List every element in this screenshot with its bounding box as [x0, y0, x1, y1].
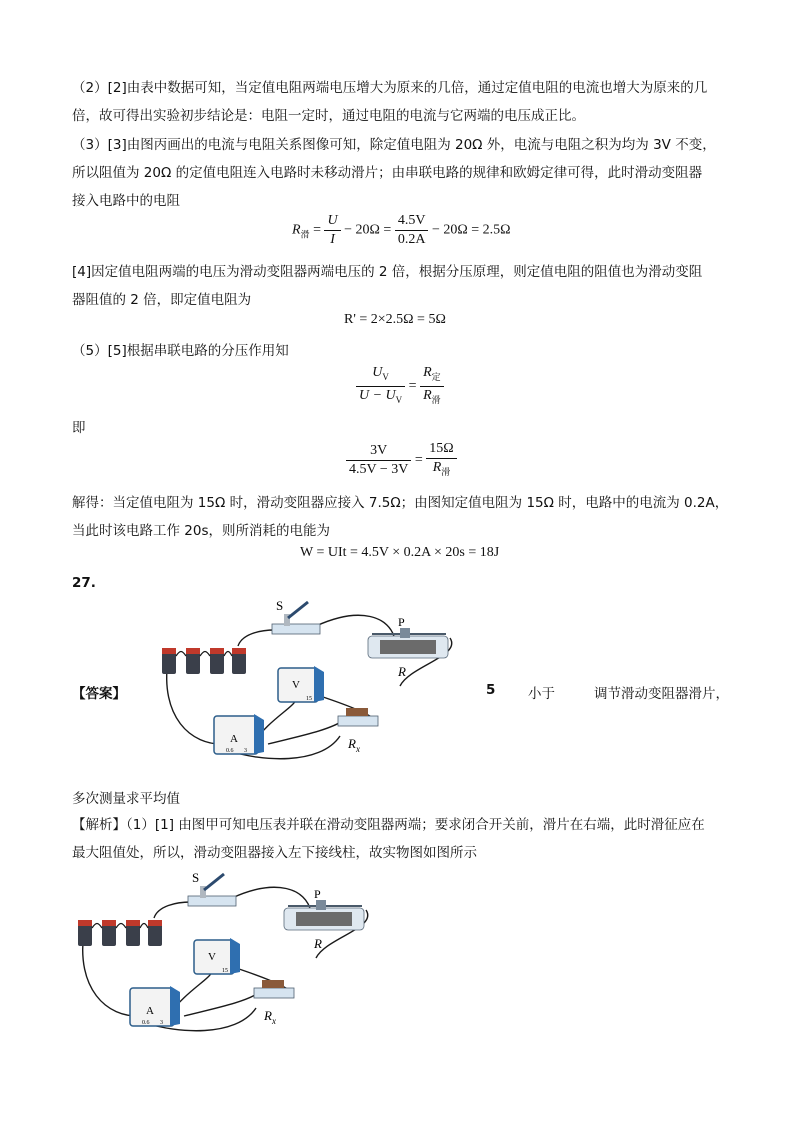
voltmeter-label-2: V: [208, 951, 216, 963]
formula4-left-fraction: [346, 442, 411, 479]
formula-rheostat-resistance: [292, 212, 511, 249]
switch-label: S: [276, 598, 284, 613]
formula4-rnum: 15Ω: [426, 440, 456, 459]
voltmeter-scale-2: 15: [222, 968, 228, 974]
switch-icon: [272, 598, 320, 634]
formula3-left-fraction: [356, 364, 405, 409]
voltmeter-scale: 15: [306, 696, 312, 702]
circuit-diagram-analysis: [66, 868, 376, 1044]
formula1-fraction-ui: [324, 212, 340, 249]
rheostat-icon-2: [284, 887, 364, 951]
ammeter-scale-a-2: 0.6: [142, 1020, 150, 1026]
formula3-num: U: [372, 365, 383, 380]
battery-pack-2: [78, 920, 162, 946]
voltmeter-icon: [278, 666, 324, 702]
answer-continuation: 多次测量求平均值: [72, 791, 180, 807]
formula3-eq: =: [408, 378, 417, 394]
rx-label-main-2: R: [264, 1008, 272, 1023]
formula1-frac2-num: 4.5V: [395, 212, 429, 231]
formula1-eq: =: [313, 222, 321, 238]
para6-line1: 解得：当定值电阻为 15Ω 时，滑动变阻器应接入 7.5Ω；由图知定值电阻为 15Ω 时，电路中的电流为 0.2A，: [72, 495, 729, 511]
ammeter-label: A: [230, 733, 238, 745]
answer-value-2: 小于: [528, 686, 555, 702]
rx-label-main: R: [348, 736, 356, 751]
rx-label: [347, 736, 360, 754]
formula3-rnum-sub: 定: [431, 371, 441, 382]
rheostat-icon: [368, 615, 448, 679]
para4-line2: 器阻值的 2 倍，即定值电阻为: [72, 292, 252, 308]
para2-line2: 倍，故可得出实验初步结论是：电阻一定时，通过电阻的电流与它两端的电压成正比。: [72, 108, 585, 124]
formula-fixed-resistance: R' = 2×2.5Ω = 5Ω: [344, 312, 446, 327]
slider-label: P: [398, 615, 405, 629]
formula1-frac2-den: 0.2A: [397, 232, 426, 247]
formula-voltage-divider: [356, 364, 444, 409]
question-number: 27.: [72, 575, 96, 591]
formula1-lhs: R: [292, 222, 301, 238]
analysis-line1: 【解析】（1）[1] 由图甲可知电压表并联在滑动变阻器两端；要求闭合开关前，滑片在右端，此时滑征应在: [72, 817, 705, 833]
formula4-rden: R: [432, 460, 442, 475]
para2-line1: （2）[2]由表中数据可知，当定值电阻两端电压增大为原来的几倍，通过定值电阻的电流也增大为原来的几: [72, 80, 708, 96]
answer-value-3: 调节滑动变阻器滑片，: [594, 686, 729, 702]
para4-line1: [4]因定值电阻两端的电压为滑动变阻器两端电压的 2 倍，根据分压原理，则定值电阻的阻值也为滑动变阻: [72, 264, 703, 280]
formula3-num-sub: V: [382, 371, 389, 382]
ammeter-scale-a: 0.6: [226, 748, 234, 754]
resistor-rx-icon-2: [254, 980, 294, 1026]
ammeter-label-2: A: [146, 1005, 154, 1017]
formula-energy: W = UIt = 4.5V × 0.2A × 20s = 18J: [300, 545, 500, 560]
battery-pack: [162, 648, 246, 674]
rheostat-label-2: R: [314, 936, 322, 951]
para6-line2: 当此时该电路工作 20s，则所消耗的电能为: [72, 523, 331, 539]
formula1-fraction-values: [395, 212, 429, 249]
resistor-rx-icon: [338, 708, 378, 754]
formula3-rden-sub: 滑: [431, 394, 441, 405]
ji-label: 即: [72, 420, 86, 436]
voltmeter-icon-2: [194, 938, 240, 974]
formula1-minus: − 20Ω =: [344, 222, 392, 238]
formula4-rden-sub: 滑: [441, 466, 451, 477]
formula1-frac1-den: I: [330, 232, 335, 247]
para3-line1: （3）[3]由图丙画出的电流与电阻关系图像可知，除定值电阻为 20Ω 外，电流与电阻之积为均为 3V 不变，: [72, 137, 716, 153]
formula3-den-sub: V: [395, 394, 403, 405]
formula4-right-fraction: [426, 440, 456, 481]
circuit-diagram-answer: [150, 596, 460, 772]
ammeter-icon-2: [130, 986, 180, 1026]
formula3-den: U − U: [359, 387, 396, 403]
answer-label: 【答案】: [72, 686, 126, 702]
rx-label-sub: x: [355, 744, 360, 754]
formula4-eq: =: [414, 452, 423, 468]
rx-label-sub-2: x: [271, 1016, 276, 1026]
para3-line2: 所以阻值为 20Ω 的定值电阻连入电路时未移动滑片；由串联电路的规律和欧姆定律可得，此时滑动变阻器: [72, 165, 703, 181]
ammeter-icon: [214, 714, 264, 754]
ammeter-scale-b: 3: [244, 748, 247, 754]
answer-value-1: 5: [486, 682, 496, 698]
voltmeter-label: V: [292, 679, 300, 691]
ammeter-scale-b-2: 3: [160, 1020, 163, 1026]
para5-line: （5）[5]根据串联电路的分压作用知: [72, 343, 289, 359]
rheostat-label: R: [398, 664, 406, 679]
formula1-tail: − 20Ω = 2.5Ω: [431, 222, 511, 238]
formula4-den: 4.5V − 3V: [349, 461, 409, 477]
formula3-right-fraction: [420, 364, 444, 409]
slider-label-2: P: [314, 887, 321, 901]
formula3-rden: R: [423, 387, 432, 403]
switch-label-2: S: [192, 870, 200, 885]
formula1-lhs-sub: 滑: [300, 229, 310, 240]
para3-line3: 接入电路中的电阻: [72, 193, 180, 209]
formula1-frac1-num: U: [324, 212, 340, 231]
formula-substitution: [346, 440, 457, 481]
analysis-line2: 最大阻值处，所以，滑动变阻器接入左下接线柱，故实物图如图所示: [72, 845, 477, 861]
switch-icon-2: [188, 870, 236, 906]
formula4-num: 3V: [346, 442, 411, 461]
formula3-rnum: R: [423, 365, 432, 380]
rx-label-2: [263, 1008, 276, 1026]
